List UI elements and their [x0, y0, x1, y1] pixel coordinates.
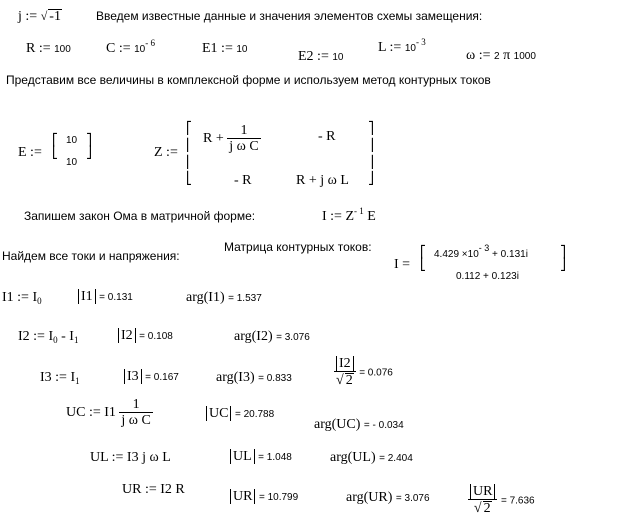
UR-over-sqrt2: $\frac{UR}{√ 2}$ = 7.636 — [468, 484, 535, 516]
I3-definition: I3 := $I_1$ — [40, 370, 80, 386]
I2-over-sqrt2: $\frac{I2}{√ 2}$ = 0.076 — [336, 356, 393, 389]
UL-definition: UL := I3 j ω L — [90, 450, 171, 465]
I-matrix-row1: 4.429 ×10- 3 + 0.131i — [434, 243, 528, 260]
param-omega: ω := 2 π 1000 — [466, 48, 536, 63]
UC-definition: UC := I1 $\frac{1}{\text{j ω C}}$ — [66, 397, 151, 428]
E-matrix-lhs: E := — [18, 145, 42, 160]
Z-matrix-lhs: Z := — [154, 145, 178, 160]
UR-definition: UR := I2 R — [122, 482, 185, 497]
param-E1: E1 := 10 — [202, 41, 248, 56]
I1-argument: arg(I1) = 1.537 — [186, 290, 262, 305]
loop-note: Матрица контурных токов: — [224, 240, 372, 254]
I1-definition: I1 := $I_0$ — [2, 290, 42, 306]
UL-magnitude: UL = 1.048 — [230, 449, 292, 464]
ohm-note: Запишем закон Ома в матричной форме: — [24, 209, 256, 223]
UR-magnitude: UR = 10.799 — [230, 489, 298, 504]
UL-argument: arg(UL) = 2.404 — [330, 450, 413, 465]
I1-magnitude: I1 = 0.131 — [78, 289, 133, 304]
E-matrix-row1: 10 — [66, 135, 78, 146]
UR-argument: arg(UR) = 3.076 — [346, 490, 430, 505]
Z-matrix-a22: R + j ω L — [296, 173, 349, 188]
find-note: Найдем все токи и напряжения: — [2, 249, 180, 263]
I-matrix-right-bracket: ⎤ ⎦ — [560, 245, 566, 271]
Z-matrix-a11: R + $\frac{1}{\text{j ω C}}$ — [203, 123, 259, 154]
Z-matrix-right-bracket: ⎤ ⎥ ⎥ ⎦ — [368, 121, 374, 186]
Z-matrix-left-bracket: ⎡ ⎢ ⎢ ⎣ — [186, 121, 192, 186]
UC-magnitude: UC = 20.788 — [206, 406, 274, 421]
E-matrix-left-bracket: ⎡ ⎣ — [52, 133, 58, 159]
param-R: R := 100 — [26, 41, 71, 56]
I-matrix-row2: 0.112 + 0.123i — [456, 271, 519, 282]
I-matrix-left-bracket: ⎡ ⎣ — [420, 245, 426, 271]
Z-matrix-a12: - R — [318, 129, 336, 144]
ohm-formula: I := $Z^{- 1}$ E — [322, 206, 376, 224]
I2-definition: I2 := $I_0 - I_1$ — [18, 329, 79, 345]
param-L: L := $10^{- 3}$ — [378, 37, 426, 55]
I2-argument: arg(I2) = 3.076 — [234, 329, 310, 344]
I2-magnitude: I2 = 0.108 — [118, 328, 173, 343]
I-matrix-lhs: I = — [394, 257, 411, 272]
j-definition: j := √ -1 — [18, 9, 61, 24]
param-E2: E2 := 10 — [298, 49, 344, 64]
param-C: C := $10^{- 6}$ — [106, 38, 155, 56]
complex-note: Представим все величины в комплексной форме и используем метод контурных токов — [6, 73, 491, 87]
I3-magnitude: I3 = 0.167 — [124, 369, 179, 384]
I3-argument: arg(I3) = 0.833 — [216, 370, 292, 385]
intro-text: Введем известные данные и значения элементов схемы замещения: — [96, 9, 483, 23]
Z-matrix-a21: - R — [234, 173, 252, 188]
UC-argument: arg(UC) = - 0.034 — [314, 417, 404, 432]
E-matrix-right-bracket: ⎤ ⎦ — [86, 133, 92, 159]
E-matrix-row2: 10 — [66, 157, 78, 168]
